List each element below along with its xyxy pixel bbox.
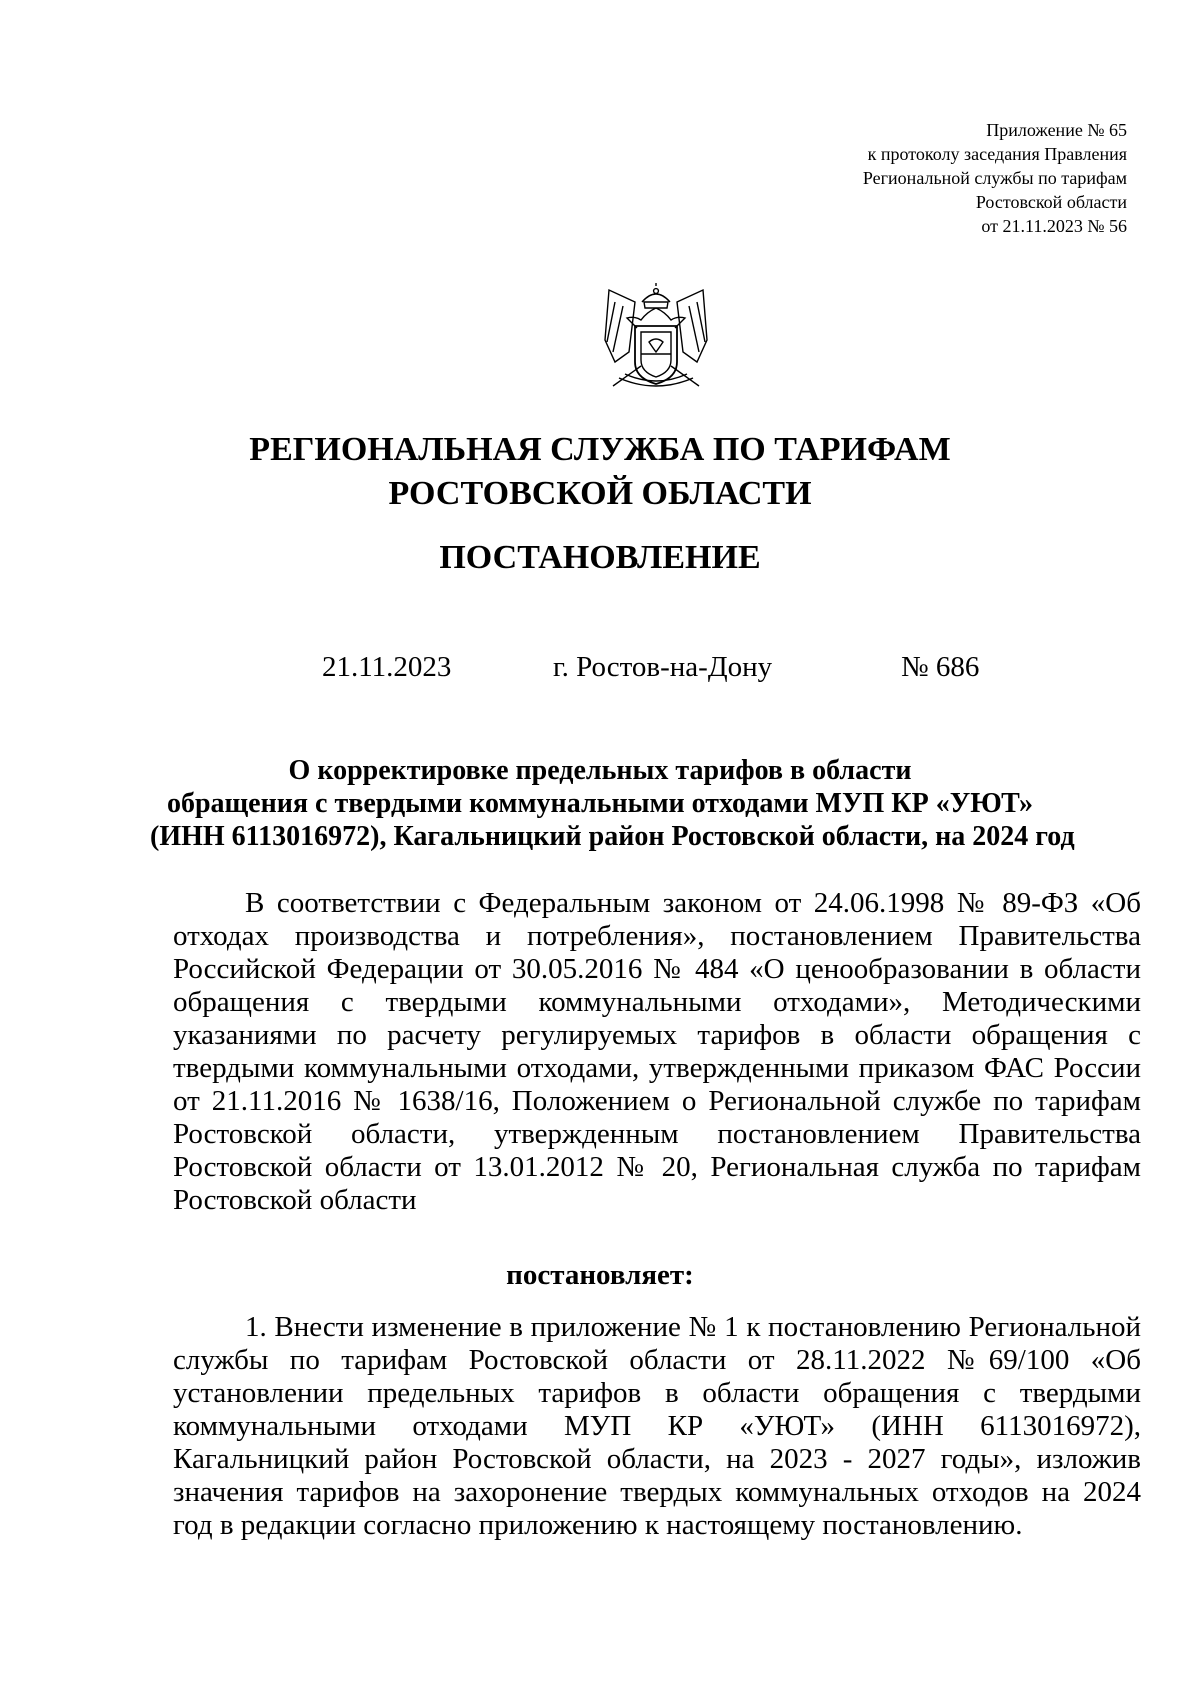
document-subject xyxy=(150,754,1075,853)
preamble-text: В соответствии с Федеральным законом от 24.06.1998 № 89-ФЗ «Об отходах производства и потребления», постановлением Правительства Российской Федерации от 30.05.2016 № 484 «О ценообразовании в области обращения с твердыми коммунальными отходами», Методическими указаниями по расчету регулируемых тарифов в области обращения с твердыми коммунальными отходами, утвержденными приказом ФАС России от 21.11.2016 № 1638/16, Положением о Региональной службе по тарифам Ростовской области, утвержденным постановлением Правительства Ростовской области от 13.01.2012 № 20, Региональная служба по тарифам Ростовской области xyxy=(173,887,1141,1216)
agency-name xyxy=(0,428,1200,516)
item-1-paragraph xyxy=(173,1311,1141,1542)
agency-name-line: РОСТОВСКОЙ ОБЛАСТИ xyxy=(388,475,812,512)
subject-line: О корректировке предельных тарифов в области xyxy=(288,755,912,786)
document-date: 21.11.2023 xyxy=(322,651,452,683)
subject-line: (ИНН 6113016972), Кагальницкий район Ростовской области, на 2024 год xyxy=(150,821,1075,852)
agency-name-line: РЕГИОНАЛЬНАЯ СЛУЖБА ПО ТАРИФАМ xyxy=(249,431,951,468)
item-1-text: 1. Внести изменение в приложение № 1 к постановлению Региональной службы по тарифам Ростовской области от 28.11.2022 №69/100 «Об установлении предельных тарифов в области обращения с твердыми коммунальными отходами МУП КР «УЮТ» (ИНН 6113016972), Кагальницкий район Ростовской области, на 2023 - 2027 годы», изложив значения тарифов на захоронение твердых коммунальных отходов на 2024 год в редакции согласно приложению к настоящему постановлению. xyxy=(173,1311,1141,1541)
appendix-line: Ростовской области xyxy=(975,192,1127,212)
appendix-line: к протоколу заседания Правления xyxy=(867,144,1127,164)
appendix-line: Приложение № 65 xyxy=(986,120,1127,140)
resolves-heading: постановляет: xyxy=(506,1259,694,1291)
document-city: г. Ростов-на-Дону xyxy=(553,651,773,683)
appendix-line: Региональной службы по тарифам xyxy=(862,168,1127,188)
subject-line: обращения с твердыми коммунальными отходами МУП КР «УЮТ» xyxy=(166,788,1034,819)
appendix-reference xyxy=(707,118,1127,238)
coat-of-arms-icon xyxy=(595,282,717,396)
appendix-line: от 21.11.2023 № 56 xyxy=(981,216,1127,236)
document-number: № 686 xyxy=(901,651,980,683)
document-type: ПОСТАНОВЛЕНИЕ xyxy=(439,539,761,576)
preamble-paragraph xyxy=(173,887,1141,1217)
